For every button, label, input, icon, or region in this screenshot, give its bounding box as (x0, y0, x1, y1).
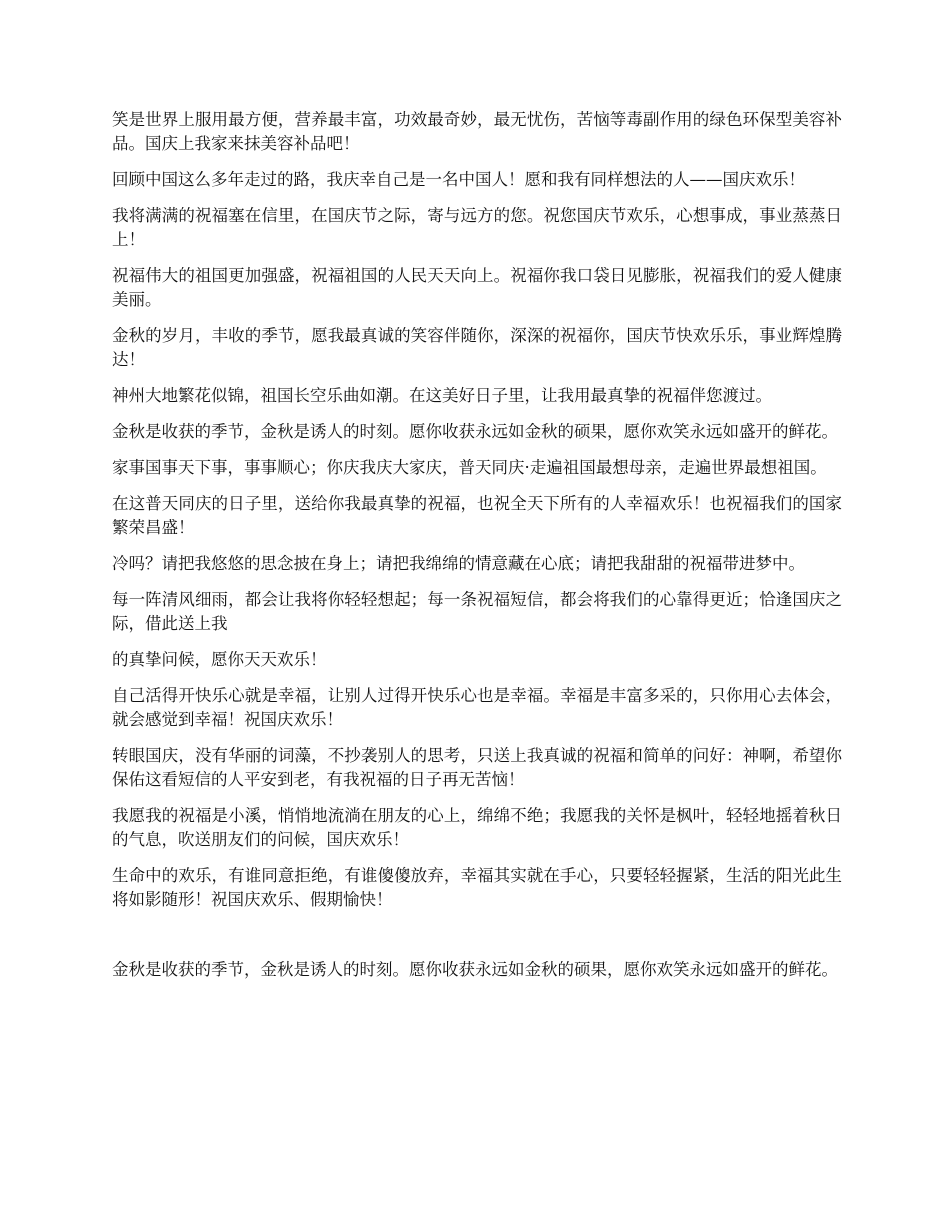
paragraph-4: 祝福伟大的祖国更加强盛，祝福祖国的人民天天向上。祝福你我口袋日见膨胀，祝福我们的爱人健康美丽。 (112, 266, 842, 309)
paragraph-12: 的真挚问候，愿你天天欢乐！ (112, 650, 327, 669)
paragraph-10: 冷吗？请把我悠悠的思念披在身上；请把我绵绵的情意藏在心底；请把我甜甜的祝福带进梦中。 (112, 554, 805, 573)
paragraph-6: 神州大地繁花似锦，祖国长空乐曲如潮。在这美好日子里，让我用最真挚的祝福伴您渡过。 (112, 386, 772, 405)
paragraph-16: 生命中的欢乐，有谁同意拒绝，有谁傻傻放弃，幸福其实就在手心，只要轻轻握紧，生活的阳光此生将如影随形！祝国庆欢乐、假期愉快！ (112, 866, 842, 909)
closing-paragraph: 金秋是收获的季节，金秋是诱人的时刻。愿你收获永远如金秋的硕果，愿你欢笑永远如盛开的鲜花。 (112, 960, 838, 979)
paragraph-14: 转眼国庆，没有华丽的词藻，不抄袭别人的思考，只送上我真诚的祝福和简单的问好：神啊，希望你保佑这看短信的人平安到老，有我祝福的日子再无苦恼！ (112, 746, 842, 789)
paragraph-13: 自己活得开快乐心就是幸福，让别人过得开快乐心也是幸福。幸福是丰富多采的，只你用心去体会，就会感觉到幸福！祝国庆欢乐！ (112, 686, 842, 729)
paragraph-11: 每一阵清风细雨，都会让我将你轻轻想起；每一条祝福短信，都会将我们的心靠得更近；恰逢国庆之际，借此送上我 (112, 590, 842, 633)
paragraph-15: 我愿我的祝福是小溪，悄悄地流淌在朋友的心上，绵绵不绝；我愿我的关怀是枫叶，轻轻地摇着秋日的气息，吹送朋友们的问候，国庆欢乐！ (112, 806, 842, 849)
paragraph-9: 在这普天同庆的日子里，送给你我最真挚的祝福，也祝全天下所有的人幸福欢乐！也祝福我们的国家繁荣昌盛！ (112, 494, 842, 537)
paragraph-5: 金秋的岁月，丰收的季节，愿我最真诚的笑容伴随你，深深的祝福你，国庆节快欢乐乐，事业辉煌腾达！ (112, 326, 842, 369)
section-gap (112, 924, 842, 958)
paragraph-2: 回顾中国这么多年走过的路，我庆幸自己是一名中国人！愿和我有同样想法的人——国庆欢乐！ (112, 170, 805, 189)
paragraph-7: 金秋是收获的季节，金秋是诱人的时刻。愿你收获永远如金秋的硕果，愿你欢笑永远如盛开的鲜花。 (112, 422, 838, 441)
paragraph-1: 笑是世界上服用最方便，营养最丰富，功效最奇妙，最无忧伤，苦恼等毒副作用的绿色环保型美容补品。国庆上我家来抹美容补品吧！ (112, 110, 842, 153)
paragraph-3: 我将满满的祝福塞在信里，在国庆节之际，寄与远方的您。祝您国庆节欢乐，心想事成，事业蒸蒸日上！ (112, 206, 842, 249)
paragraph-8: 家事国事天下事，事事顺心；你庆我庆大家庆，普天同庆·走遍祖国最想母亲，走遍世界最想祖国。 (112, 458, 827, 477)
